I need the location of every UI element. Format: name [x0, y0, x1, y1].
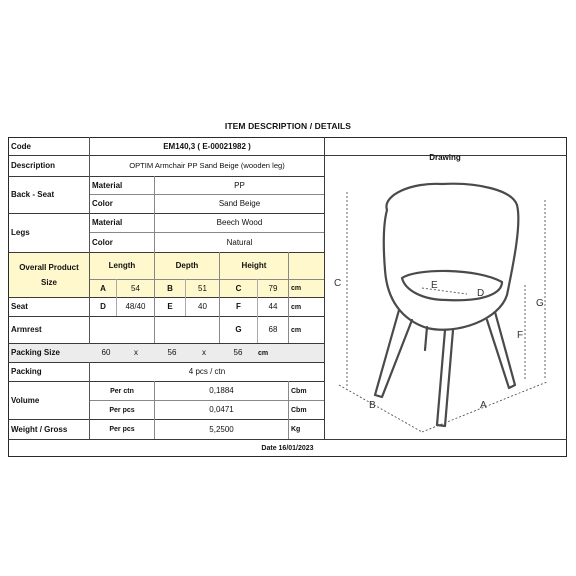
seat-label: Seat: [11, 302, 28, 311]
dim-seat-unit: cm: [291, 303, 302, 311]
volume-per-pcs: 0,0471: [209, 405, 234, 414]
dim-a-key: A: [90, 280, 116, 297]
volume-per-ctn-label: Per ctn: [110, 387, 134, 395]
overall-size-label-line1: Overall Product: [19, 262, 79, 272]
packing-size-height: 56: [233, 348, 243, 357]
volume-label: Volume: [11, 395, 40, 405]
legs-color: Natural: [226, 237, 253, 247]
drawing-letter-e: E: [431, 280, 438, 291]
packing-size-unit: cm: [257, 349, 269, 357]
packing-label: Packing: [11, 367, 42, 376]
packing-size-label: Packing Size: [11, 348, 60, 357]
packing-value: 4 pcs / ctn: [188, 367, 226, 376]
legs-material-label: Material: [92, 218, 123, 227]
overall-size-label-line2: Size: [40, 277, 57, 287]
legs-color-label: Color: [92, 237, 113, 247]
volume-per-pcs-label: Per pcs: [109, 406, 135, 414]
weight-per-pcs-label: Per pcs: [109, 426, 135, 433]
description-label: Description: [11, 161, 56, 170]
weight-label: Weight / Gross: [11, 424, 68, 434]
back-seat-label: Back - Seat: [11, 190, 55, 199]
dim-f-key: F: [236, 302, 241, 311]
drawing-letter-f: F: [517, 330, 524, 341]
height-header: Height: [220, 253, 288, 279]
chair-drawing: [327, 170, 562, 440]
packing-size-width: 56: [167, 348, 177, 357]
back-seat-color-label: Color: [92, 199, 113, 208]
chair-seat-outline: [402, 271, 502, 300]
code-value: EM140,3 ( E-00021982 ): [163, 141, 251, 151]
depth-header: Depth: [155, 253, 219, 279]
dim-c-key: C: [220, 280, 257, 297]
dim-d-key: D: [100, 302, 106, 311]
chair-shell-outline: [384, 184, 519, 330]
weight-value: 5,2500: [209, 424, 234, 434]
weight-unit: Kg: [291, 426, 301, 433]
back-seat-material-label: Material: [92, 180, 123, 190]
packing-size-x1: x: [134, 348, 138, 357]
legs-material: Beech Wood: [216, 218, 263, 227]
volume-per-ctn-unit: Cbm: [291, 387, 307, 395]
volume-per-pcs-unit: Cbm: [291, 406, 307, 414]
chair-leg-front-left: [375, 310, 412, 397]
back-seat-material: PP: [234, 180, 245, 190]
drawing-letter-d: D: [477, 288, 485, 299]
dim-e-key: E: [167, 302, 173, 311]
dim-armrest-unit: cm: [291, 326, 302, 334]
dim-line-b: [339, 385, 422, 432]
dim-b-value: 51: [186, 280, 219, 297]
packing-size-x2: x: [202, 348, 206, 357]
dim-f-value: 44: [268, 302, 278, 311]
volume-per-ctn: 0,1884: [209, 386, 234, 395]
chair-leg-back-left: [425, 327, 427, 350]
chair-leg-front-right: [437, 330, 453, 426]
sheet-title: ITEM DESCRIPTION / DETAILS: [224, 121, 352, 131]
back-seat-color: Sand Beige: [218, 199, 261, 208]
dim-a-value: 54: [117, 280, 154, 297]
drawing-letter-b: B: [369, 400, 376, 411]
overall-size-cell: [9, 253, 89, 297]
dim-overall-unit: cm: [289, 280, 324, 297]
legs-label: Legs: [11, 228, 30, 237]
drawing-letter-a: A: [480, 400, 487, 411]
description-value: OPTIM Armchair PP Sand Beige (wooden leg): [129, 161, 285, 171]
chair-leg-back-right: [487, 312, 515, 388]
dim-line-e: [422, 288, 467, 294]
date-stamp: Date 16/01/2023: [261, 444, 314, 452]
drawing-label: Drawing: [429, 153, 461, 162]
dim-b-key: B: [155, 280, 185, 297]
armrest-label: Armrest: [11, 325, 42, 334]
length-header: Length: [90, 253, 154, 279]
dim-e-value: 40: [198, 302, 207, 311]
packing-size-length: 60: [101, 348, 111, 357]
dim-g-key: G: [235, 325, 242, 334]
code-label: Code: [11, 141, 31, 151]
dim-d-value: 48/40: [125, 302, 146, 311]
drawing-letter-g: G: [536, 298, 544, 309]
dim-g-value: 68: [268, 325, 278, 334]
dim-c-value: 79: [258, 280, 288, 297]
drawing-letter-c: C: [334, 278, 342, 289]
